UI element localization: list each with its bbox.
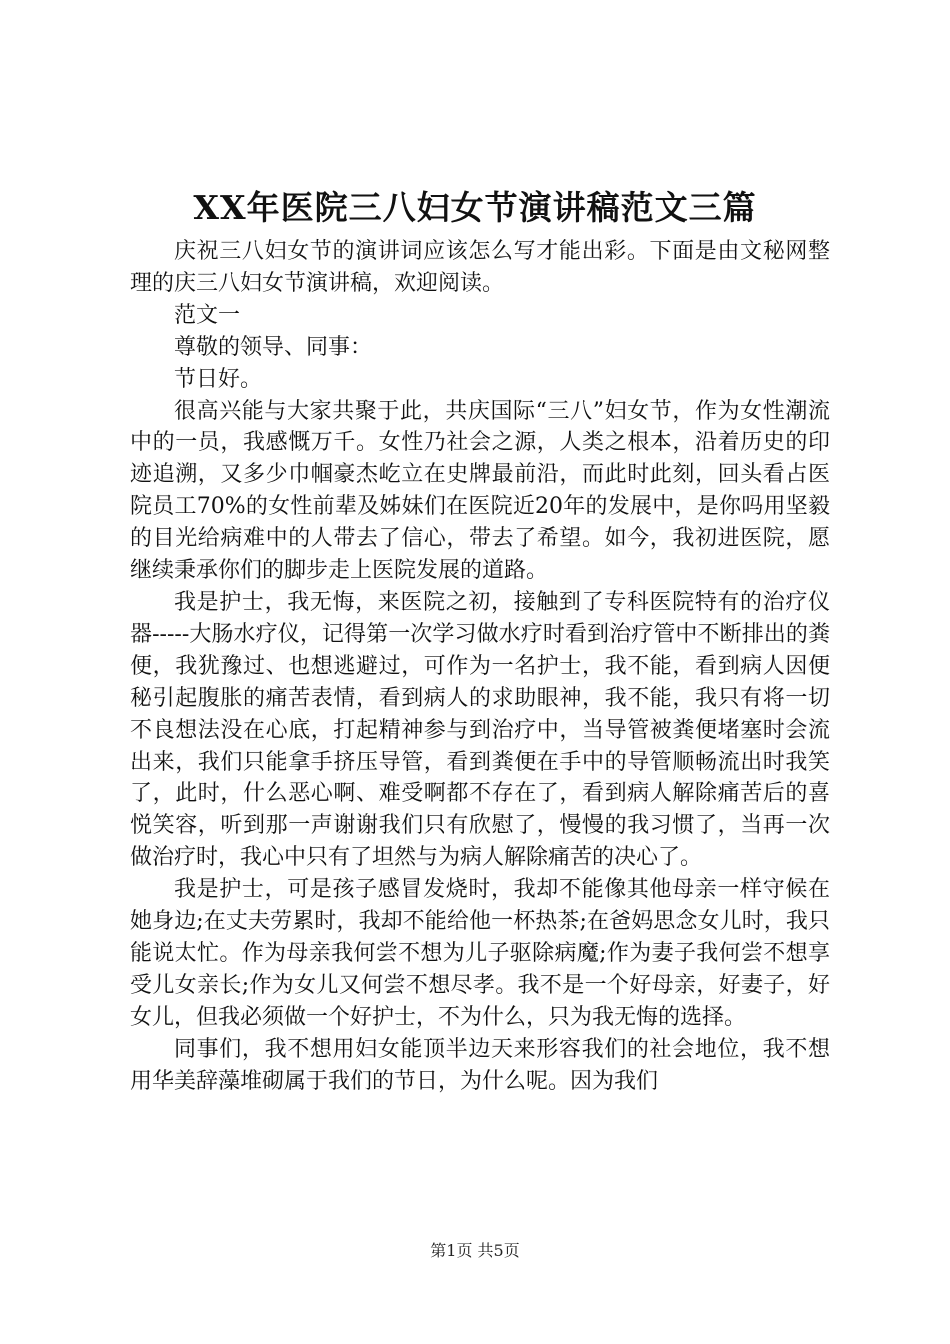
paragraph-body-2: 我是护士，我无悔，来医院之初，接触到了专科医院特有的治疗仪器-----大肠水疗仪，记得第一次学习做水疗时看到治疗管中不断排出的粪便，我犹豫过、也想逃避过，可作为一名护士，我不能，看到病人因便秘引起腹胀的痛苦表情，看到病人的求助眼神，我不能，我只有将一切不良想法没在心底，打起精神参与到治疗中，当导管被粪便堵塞时会流出来，我们只能拿手挤压导管，看到粪便在手中的导管顺畅流出时我笑了，此时，什么恶心啊、难受啊都不存在了，看到病人解除痛苦后的喜悦笑容，听到那一声谢谢我们只有欣慰了，慢慢的我习惯了，当再一次做治疗时，我心中只有了坦然与为病人解除痛苦的决心了。 (130, 589, 830, 871)
document-body (130, 236, 830, 1097)
paragraph-greeting: 节日好。 (174, 366, 263, 392)
paragraph-body-3: 我是护士，可是孩子感冒发烧时，我却不能像其他母亲一样守候在她身边;在丈夫劳累时，我却不能给他一杯热茶;在爸妈思念女儿时，我只能说太忙。作为母亲我何尝不想为儿子驱除病魔;作为妻子我何尝不想享受儿女亲长;作为女儿又何尝不想尽孝。我不是一个好母亲，好妻子，好女儿，但我必须做一个好护士，不为什么，只为我无悔的选择。 (130, 877, 830, 1030)
paragraph-body-1: 很高兴能与大家共聚于此，共庆国际“三八”妇女节，作为女性潮流中的一员，我感慨万千。女性乃社会之源，人类之根本，沿着历史的印迹追溯，又多少巾帼豪杰屹立在史牌最前沿，而此时此刻，回头看占医院员工70%的女性前辈及姊妹们在医院近20年的发展中，是你吗用坚毅的目光给病难中的人带去了信心，带去了希望。如今，我初进医院，愿继续秉承你们的脚步走上医院发展的道路。 (130, 398, 830, 584)
paragraph-body-4: 同事们，我不想用妇女能顶半边天来形容我们的社会地位，我不想用华美辞藻堆砌属于我们的节日，为什么呢。因为我们 (130, 1036, 830, 1094)
paragraph-salutation: 尊敬的领导、同事： (174, 334, 373, 360)
paragraph-section-heading: 范文一 (174, 302, 241, 328)
paragraph-intro: 庆祝三八妇女节的演讲词应该怎么写才能出彩。下面是由文秘网整理的庆三八妇女节演讲稿，欢迎阅读。 (130, 239, 830, 296)
page-footer: 第1页 共5页 (430, 1241, 520, 1260)
document-title: XX年医院三八妇女节演讲稿范文三篇 (193, 188, 757, 227)
